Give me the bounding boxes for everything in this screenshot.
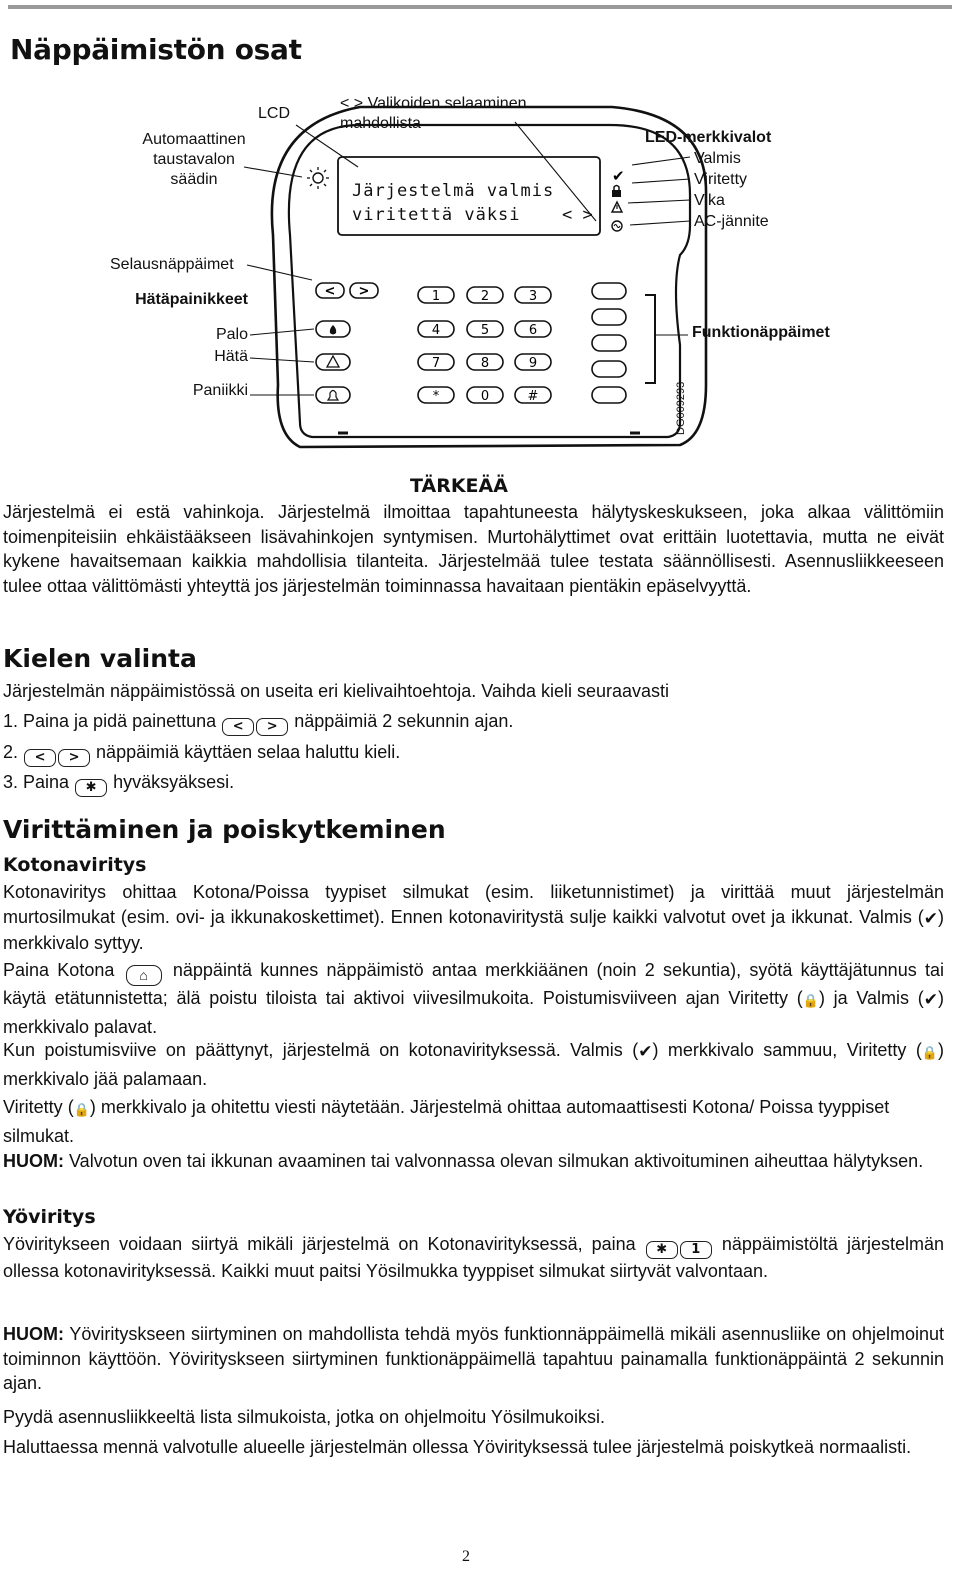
important-body: Järjestelmä ei estä vahinkoja. Järjestelmä ilmoittaa tapahtuneesta hälytyskeskukseen, joka alkaa välittömiin toimenpiteisiin ehkäistääkseen lisävahinkojen syntymisen. Murtohälyttimet ovat erittäin luotettavia, mutta ne eivät kykene havaitsemaan kaikkia mahdollisia tilanteita. Järjestelmää tulee testata säännöllisesti. Asennusliikkeeseen tulee ottaa välittömästi yhteyttä jos järjestelmän toiminnassa havaitaan pientäkin epäselvyyttä. — [3, 502, 944, 596]
check-icon: ✔ — [923, 908, 938, 929]
stay-paragraph-3 — [3, 1038, 944, 1091]
scroll-info-label — [340, 94, 527, 134]
led-trouble-label: Vika — [694, 192, 725, 209]
stay-paragraph-2 — [3, 958, 944, 1039]
number-key-label: 9 — [528, 356, 538, 371]
fire-icon — [330, 325, 336, 335]
number-key-label: 6 — [528, 323, 538, 338]
key-one: 1 — [680, 1241, 712, 1259]
text: ) merkkivalo syttyy. — [3, 906, 944, 953]
led-title: LED-merkkivalot — [645, 129, 772, 146]
important-title: TÄRKEÄÄ — [410, 475, 508, 497]
text: Paina Kotona — [3, 960, 115, 980]
step-text: 3. Paina — [3, 772, 70, 792]
backlight-label-line: taustavalon — [153, 151, 235, 168]
number-keys — [418, 287, 551, 404]
ac-plug-icon — [612, 221, 622, 231]
function-key-1[interactable] — [592, 283, 626, 299]
number-key-label: 7 — [431, 356, 441, 371]
function-key-4[interactable] — [592, 361, 626, 377]
step-text: näppäimiä käyttäen selaa haluttu kieli. — [96, 742, 401, 762]
check-icon: ✔ — [612, 167, 625, 185]
led-armed-label: Viritetty — [694, 171, 748, 188]
page-number: 2 — [462, 1548, 470, 1565]
stay-paragraph-4 — [3, 1095, 944, 1148]
text: ) merkkivalo sammuu, Viritetty ( — [652, 1040, 922, 1060]
step-text: hyväksyäksesi. — [113, 772, 235, 792]
key-right: > — [58, 749, 90, 767]
panic-label: Paniikki — [192, 382, 248, 399]
text: Kotonaviritys ohittaa Kotona/Poissa tyypiset silmukat (esim. liiketunnistimet) ja virittää muut järjestelmän murtosilmukat (esim. ovi- ja ikkunakoskettimet). Ennen kotonaviritystä sulje kaikki valvotut ovet ja ikkunat. Valmis ( — [3, 882, 944, 927]
lcd-label: LCD — [258, 105, 291, 122]
number-key-label: 1 — [431, 289, 441, 304]
step-text: näppäimiä 2 sekunnin ajan. — [294, 711, 514, 731]
leader-lines — [244, 122, 690, 395]
stay-note — [3, 1149, 944, 1174]
night-paragraph-2: Pyydä asennusliikkeeltä lista silmukoista, jotka on ohjelmoitu Yösilmukoiksi. — [3, 1407, 605, 1427]
stay-paragraph-1 — [3, 880, 944, 956]
text: Valvotun oven tai ikkunan avaaminen tai valvonnassa olevan silmukan aktivoituminen aiheuttaa hälytyksen. — [69, 1151, 924, 1171]
text: ) merkkivalo ja ohitettu viesti näytetään. Järjestelmä ohittaa automaattisesti Kotona/ Poissa tyyppiset silmukat. — [3, 1097, 890, 1146]
number-key-label: 0 — [480, 389, 490, 404]
lock-icon — [612, 186, 621, 198]
night-note — [3, 1322, 944, 1396]
number-key-label: # — [527, 389, 539, 404]
bell-icon — [328, 391, 338, 401]
key-left: < — [24, 749, 56, 767]
figure-id: DG009293 — [675, 381, 687, 435]
text: Viritetty ( — [3, 1097, 74, 1117]
aux-label: Hätä — [214, 348, 248, 365]
number-key-label: 3 — [528, 289, 538, 304]
lcd-arrows: < > — [562, 205, 593, 225]
backlight-label-line: säädin — [170, 171, 218, 188]
sun-icon — [307, 167, 329, 189]
text: ) ja Valmis ( — [818, 988, 924, 1008]
backlight-label-line: Automaattinen — [142, 131, 246, 148]
night-paragraph-1 — [3, 1232, 944, 1284]
check-icon: ✔ — [923, 990, 938, 1010]
number-key-label: 8 — [480, 356, 490, 371]
note-label: HUOM: — [3, 1324, 64, 1344]
text: näppäimistöltä järjestelmän ollessa kotonavirityksessä. Kaikki muut paitsi Yösilmukka tyyppiset silmukat siirtyvät valvontaan. — [3, 1234, 944, 1281]
lock-icon: 🔒 — [921, 1046, 938, 1061]
function-key-2[interactable] — [592, 309, 626, 325]
key-left: < — [222, 718, 254, 736]
scroll-right-key-label: > — [358, 284, 370, 299]
text: Yövirityskseen siirtyminen on mahdollista tehdä myös funktionnäppäimellä mikäli asennusliike on ohjelmoinut toiminnon käyttöön. Yövirityskseen siirtyminen funktionäppäimellä tapahtuu painamalla funktionäppäintä 2 sekunnin ajan. — [3, 1324, 944, 1393]
number-key-label: 4 — [431, 323, 441, 338]
led-ac-label: AC-jännite — [694, 213, 769, 230]
note-label: HUOM: — [3, 1151, 64, 1171]
emergency-keys-label: Hätäpainikkeet — [135, 291, 248, 308]
scroll-keys-label: Selausnäppäimet — [110, 256, 234, 273]
language-title: Kielen valinta — [3, 644, 197, 673]
language-step-2 — [3, 740, 400, 767]
scroll-left-key-label: < — [324, 284, 336, 299]
key-star: ✱ — [75, 779, 107, 797]
function-bracket — [645, 295, 655, 383]
backlight-label — [138, 130, 250, 190]
lock-icon: 🔒 — [802, 994, 819, 1009]
number-key-label: 2 — [480, 289, 490, 304]
lock-icon: 🔒 — [73, 1103, 90, 1118]
night-paragraph-3: Haluttaessa mennä valvotulle alueelle järjestelmän ollessa Yövirityksessä tulee järjestelmä poiskytkeä normaalisti. — [3, 1437, 912, 1457]
warning-icon — [612, 202, 622, 212]
night-title: Yöviritys — [3, 1206, 96, 1228]
function-key-3[interactable] — [592, 335, 626, 351]
text: ) merkkivalo jää palamaan. — [3, 1040, 944, 1089]
function-key-5[interactable] — [592, 387, 626, 403]
number-key-label: 5 — [480, 323, 490, 338]
lcd-line-1: Järjestelmä valmis — [352, 181, 555, 201]
step-text: 2. — [3, 742, 19, 762]
stay-title: Kotonaviritys — [3, 854, 147, 876]
number-key-label: * — [432, 389, 440, 404]
text: Yöviritykseen voidaan siirtyä mikäli järjestelmä on Kotonavirityksessä, paina — [3, 1234, 636, 1254]
led-ready-label: Valmis — [694, 150, 741, 167]
text: Kun poistumisviive on päättynyt, järjestelmä on kotonavirityksessä. Valmis ( — [3, 1040, 639, 1060]
top-rule — [8, 5, 952, 9]
key-star: ✱ — [646, 1241, 678, 1259]
page-title: Näppäimistön osat — [10, 33, 302, 66]
medical-icon — [327, 356, 339, 367]
language-step-1 — [3, 709, 513, 736]
function-keys-label: Funktionäppäimet — [692, 324, 830, 341]
lcd-line-2: viritettä väksi — [352, 205, 521, 225]
text: näppäintä kunnes näppäimistö antaa merkkiäänen (noin 2 sekuntia), syötä käyttäjätunnus tai käytä etätunnistetta; älä poistu tiloista tai aktivoi viivesilmukoita. Poistumisviiveen ajan Viritetty ( — [3, 960, 944, 1008]
arming-title: Virittäminen ja poiskytkeminen — [3, 815, 446, 844]
fire-label: Palo — [215, 326, 248, 343]
check-icon: ✔ — [638, 1042, 653, 1062]
step-text: 1. Paina ja pidä painettuna — [3, 711, 217, 731]
scroll-info-line: < > Valikoiden selaaminen — [340, 95, 527, 112]
language-intro: Järjestelmän näppäimistössä on useita eri kielivaihtoehtoja. Vaihda kieli seuraavasti — [3, 681, 670, 701]
keypad-diagram — [0, 85, 960, 465]
language-step-3 — [3, 770, 234, 797]
scroll-info-line: mahdollista — [340, 115, 421, 132]
home-key-icon: ⌂ — [126, 965, 162, 986]
key-right: > — [256, 718, 288, 736]
text: ) merkkivalo palavat. — [3, 988, 944, 1037]
